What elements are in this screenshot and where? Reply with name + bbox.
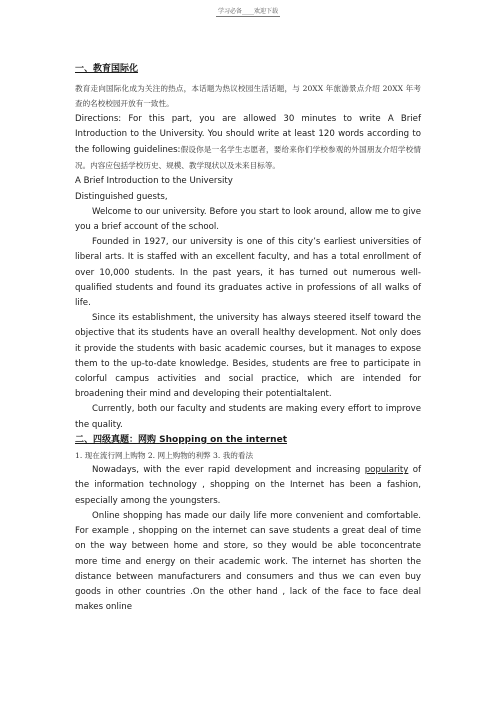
- page-header: [0, 6, 496, 15]
- section2-outline: 1. 现在流行网上购物 2. 网上购物的利弊 3. 我的看法: [75, 451, 254, 461]
- essay-paragraph-1: Welcome to our university. Before you start to look around, allow me to give you a brief account of the school.: [75, 206, 421, 233]
- document-body: [75, 62, 421, 615]
- section2-title-en: Shopping on the internet: [156, 434, 287, 445]
- directions-cn: 假设你是一名学生志愿者，要给来你们学校参观的外国朋友介绍学校情况。内容应包括学校历史、规模、教学现状以及未来目标等。: [75, 145, 421, 171]
- essay-title: A Brief Introduction to the University: [75, 176, 233, 187]
- essay-paragraph-4: Currently, both our faculty and students are making every effort to improve the quality.: [75, 404, 421, 430]
- section2-p1-a: Nowadays, with the ever rapid development and increasing: [92, 465, 365, 476]
- essay-paragraph-3: Since its establishment, the university has always steered itself toward the objective that its students have an overall healthy development. Not only does it provide the students with basic academic courses, but it manages to expose them to the up-to-date knowledge. Besides, students are free to participate in colorful campus activities and social practice, which are intended for broadening their mind and developing their potentialtalent.: [75, 313, 421, 400]
- section1-intro: 教育走向国际化成为关注的热点，本话题为热议校园生活话题，与 20XX 年旅游景点介绍 20XX 年考查的名校校园开放有一致性。: [75, 84, 421, 109]
- directions-en: Directions: For this part, you are allowed 30 minutes to write A Brief Introduction to the University. You should write at least 120 words according to the following guidelines:: [75, 113, 421, 156]
- salutation: Distinguished guests,: [75, 191, 168, 202]
- section2-title: [75, 433, 421, 448]
- essay-paragraph-2: Founded in 1927, our university is one of this city’s earliest universities of liberal arts. It is staffed with an excellent faculty, and has a total enrollment of over 10,000 students. In the past years, it has turned out numerous well-qualified students and found its graduates active in professions of all walks of life.: [75, 237, 421, 309]
- directions: [75, 112, 421, 175]
- section2-paragraph-2: Online shopping has made our daily life more convenient and comfortable. For example , shopping on the internet can save students a great deal of time on the way between home and store, so they would be able toconcentrate more time and energy on their academic work. The internet has shorten the distance between manufacturers and consumers and thus we can even buy goods in other countries .On the other hand , lack of the face to face deal makes online: [75, 510, 421, 613]
- section2-title-cn: 二、四级真题：网购: [75, 434, 157, 445]
- section1-title: 一、教育国际化: [75, 64, 139, 74]
- section2-p1-b: of the information technology , shopping on the Internet has been a fashion, especially among the youngsters.: [75, 465, 421, 506]
- page-header-text: 学习必备____欢迎下载: [217, 8, 278, 15]
- section2-p1-underlined: popularity: [364, 465, 409, 476]
- section2-paragraph-1: [75, 463, 421, 509]
